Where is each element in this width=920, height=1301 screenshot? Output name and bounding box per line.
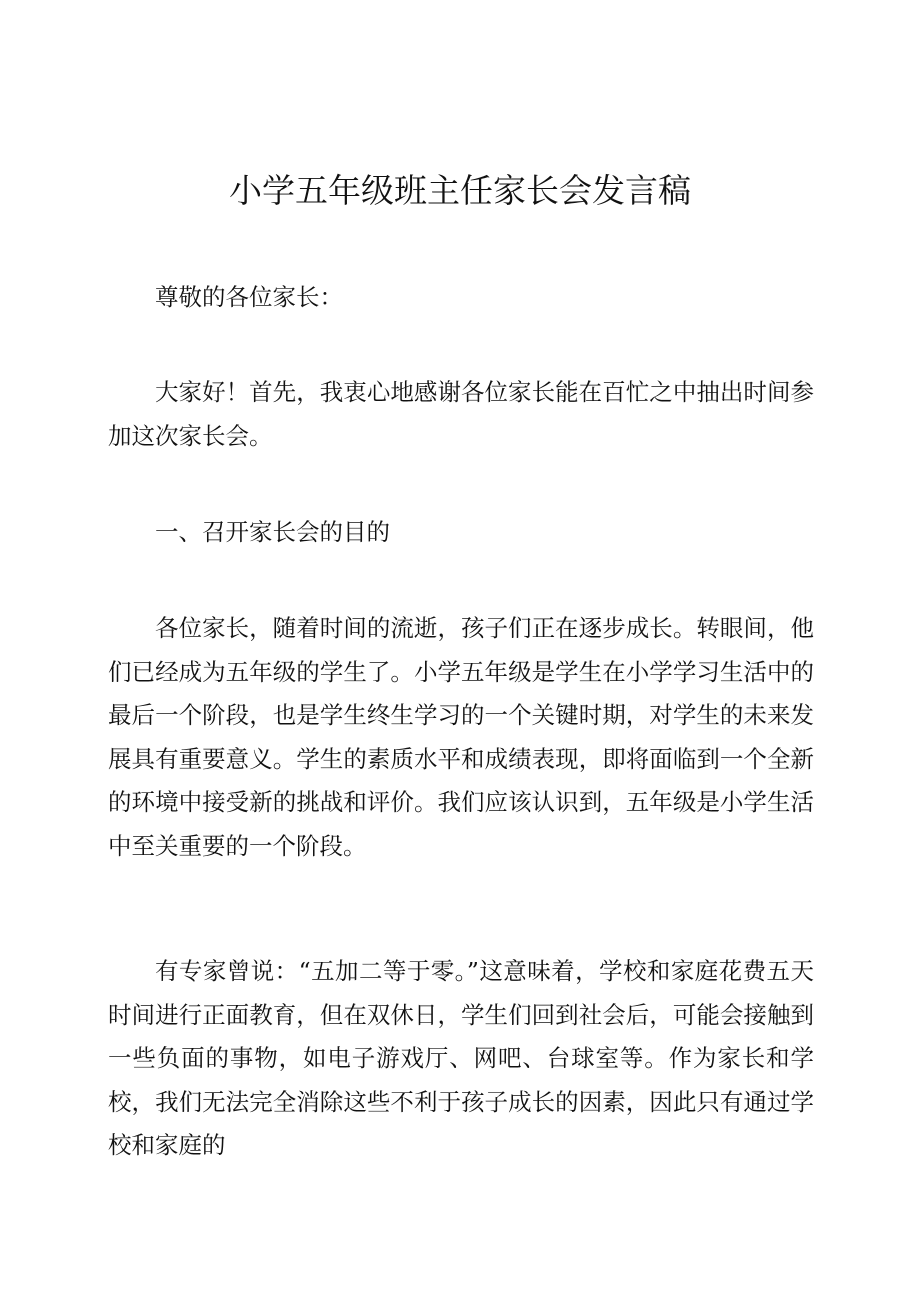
document-title: 小学五年级班主任家长会发言稿 — [229, 171, 691, 210]
section-heading: 一、召开家长会的目的 — [155, 518, 390, 546]
body-paragraph-1: 各位家长，随着时间的流逝，孩子们正在逐步成长。转眼间，他们已经成为五年级的学生了。小学五年级是学生在小学学习生活中的最后一个阶段，也是学生终生学习的一个关键时期，对学生的未来发展具有重要意义。学生的素质水平和成绩表现，即将面临到一个全新的环境中接受新的挑战和评价。我们应该认识到，五年级是小学生活中至关重要的一个阶段。 — [108, 614, 814, 860]
salutation: 尊敬的各位家长： — [155, 283, 343, 311]
greeting-paragraph: 大家好！首先，我衷心地感谢各位家长能在百忙之中抽出时间参加这次家长会。 — [108, 378, 814, 450]
body-paragraph-2: 有专家曾说：“五加二等于零。”这意味着，学校和家庭花费五天时间进行正面教育，但在双休日，学生们回到社会后，可能会接触到一些负面的事物，如电子游戏厅、网吧、台球室等。作为家长和学校，我们无法完全消除这些不利于孩子成长的因素，因此只有通过学校和家庭的 — [108, 957, 814, 1159]
